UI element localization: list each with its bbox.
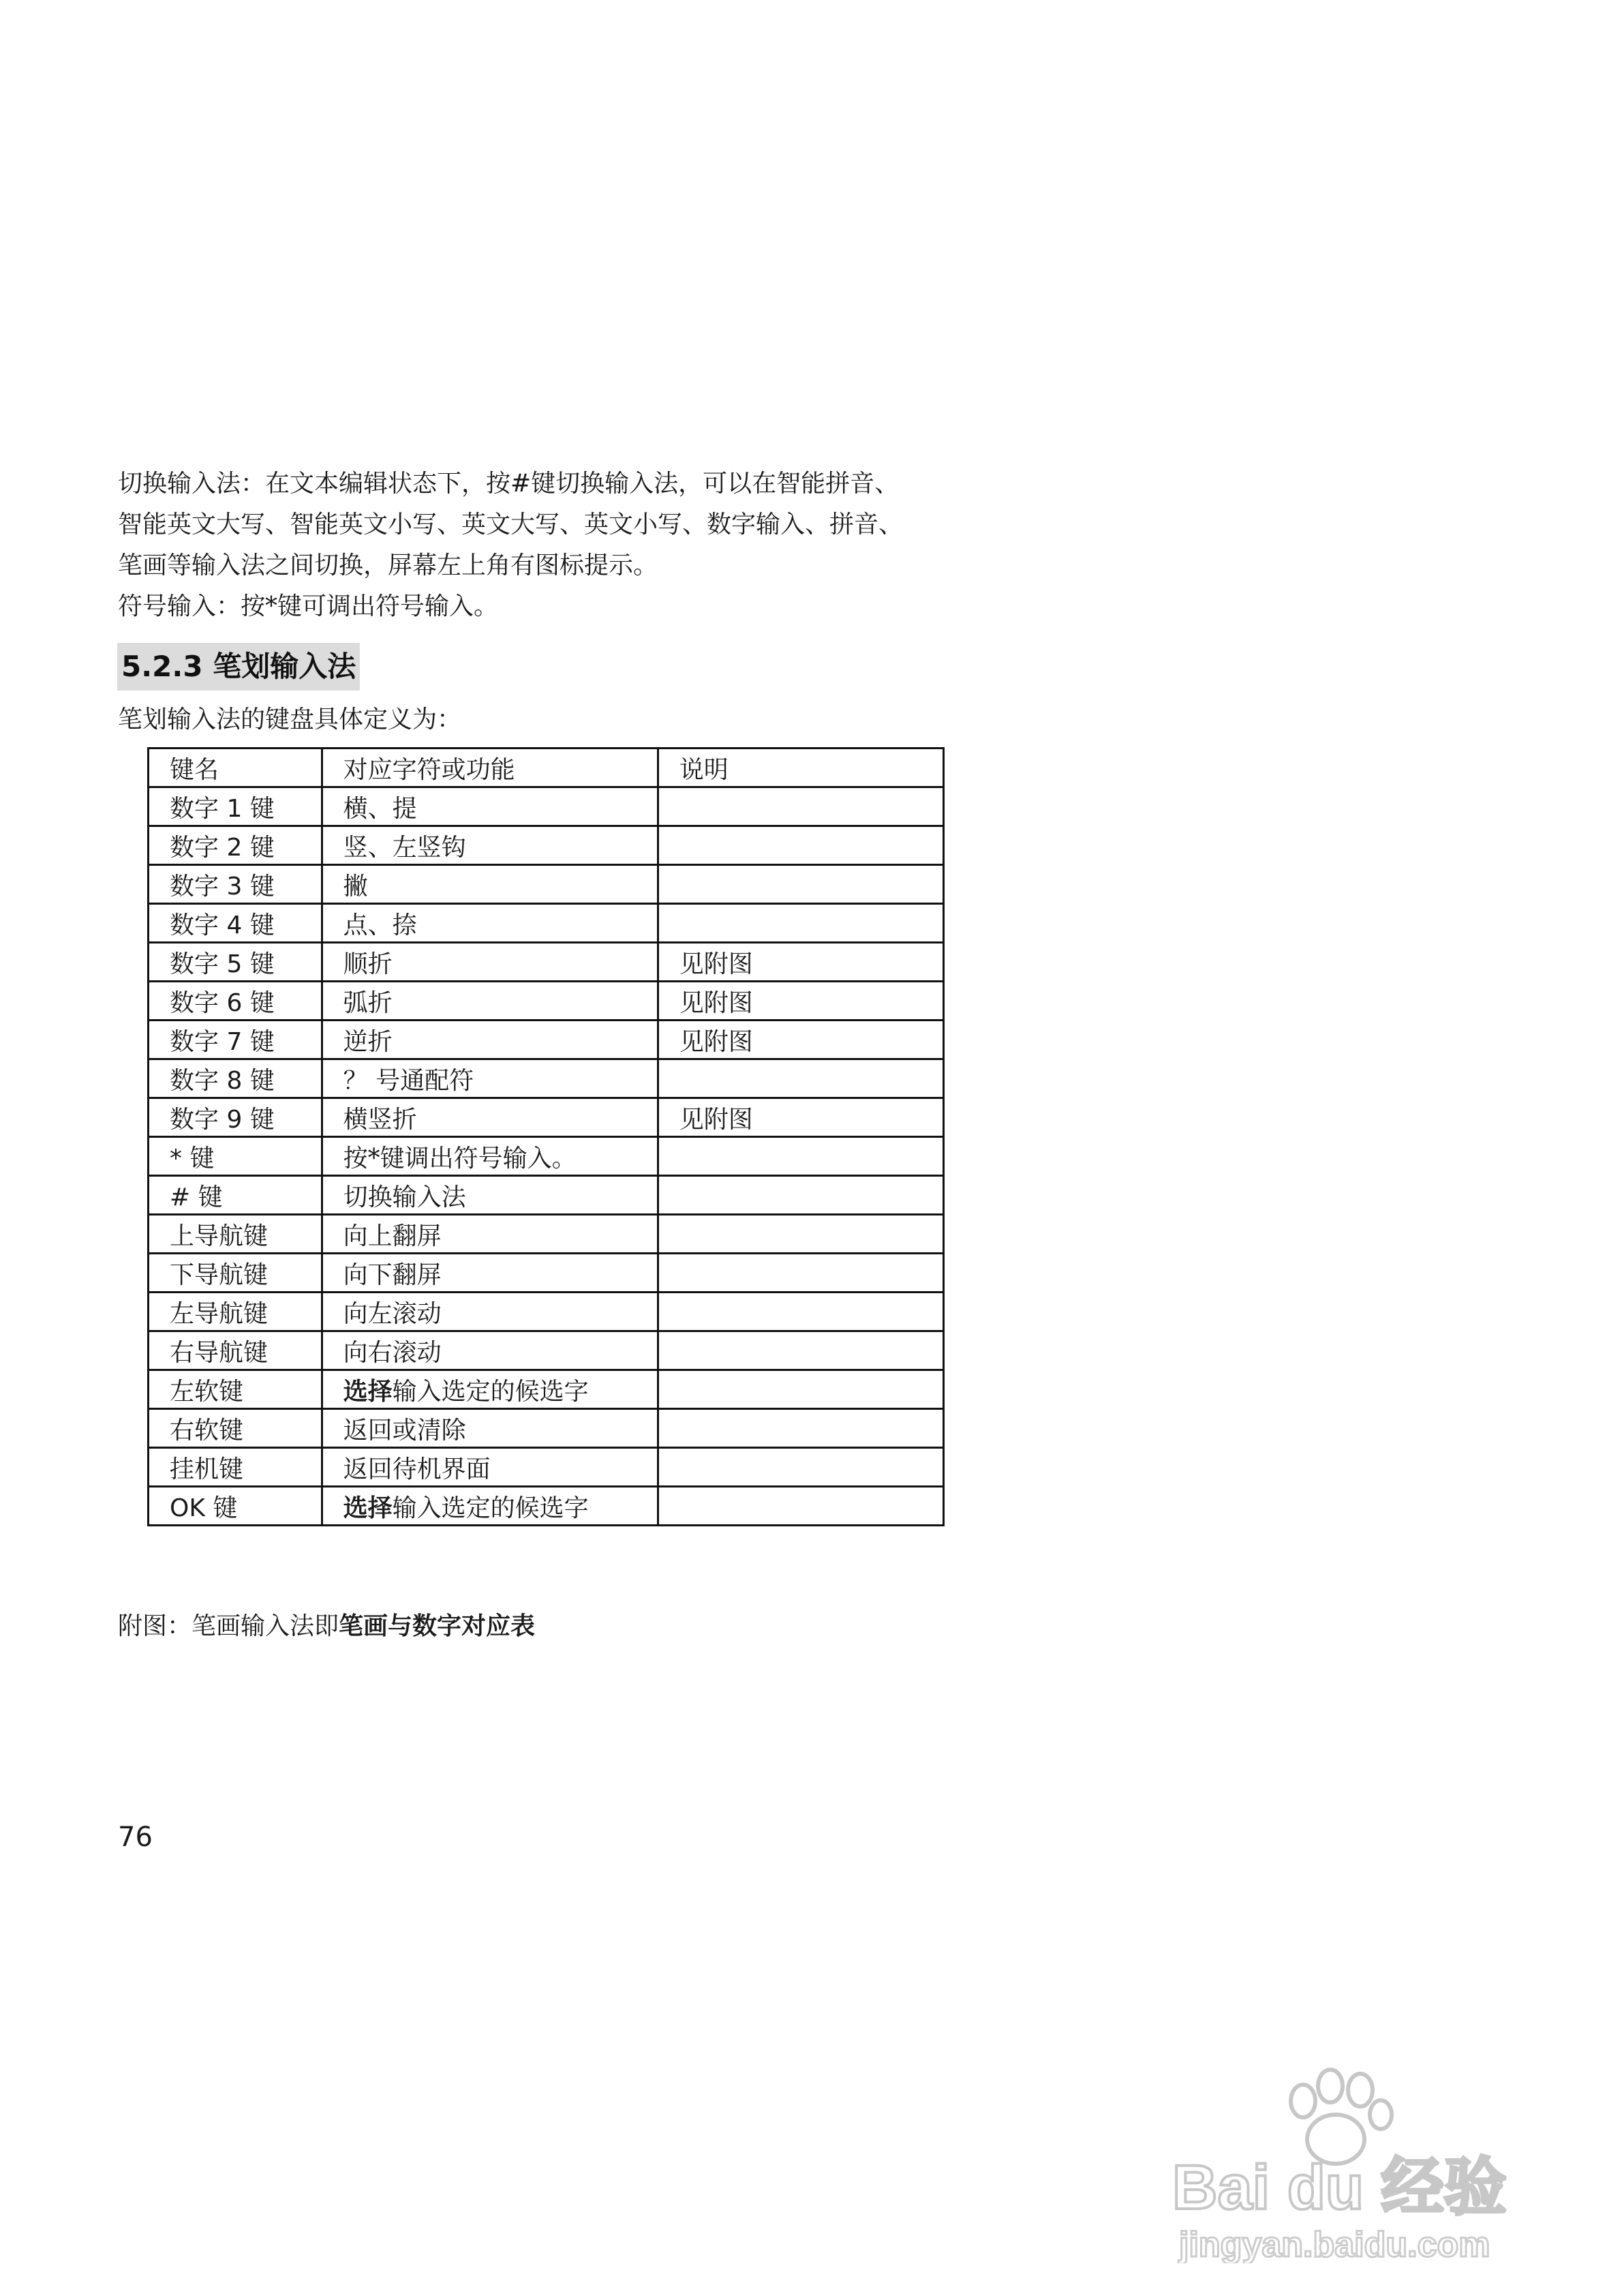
note-cell xyxy=(658,1487,943,1526)
key-cell: 下导航键 xyxy=(149,1254,322,1293)
key-cell: 数字 7 键 xyxy=(149,1021,322,1059)
function-cell: 切换输入法 xyxy=(322,1176,658,1215)
table-row xyxy=(149,826,944,865)
paragraph-line: 符号输入：按*键可调出符号输入。 xyxy=(118,592,499,620)
table-row xyxy=(149,1176,944,1215)
function-cell: 向左滚动 xyxy=(322,1293,658,1331)
note-cell: 见附图 xyxy=(658,1098,943,1137)
paragraph-line: 笔画等输入法之间切换，屏幕左上角有图标提示。 xyxy=(118,552,658,579)
table-intro: 笔划输入法的键盘具体定义为： xyxy=(118,706,462,734)
function-cell: 向右滚动 xyxy=(322,1331,658,1370)
key-cell: 上导航键 xyxy=(149,1215,322,1254)
function-cell: 按*键调出符号输入。 xyxy=(322,1137,658,1176)
key-cell: 数字 8 键 xyxy=(149,1059,322,1098)
table-row xyxy=(149,904,944,943)
note-cell xyxy=(658,865,943,904)
function-cell: 向上翻屏 xyxy=(322,1215,658,1254)
paragraph-line: 智能英文大写、智能英文小写、英文大写、英文小写、数字输入、拼音、 xyxy=(118,511,904,539)
table-row xyxy=(149,1293,944,1331)
note-cell xyxy=(658,1409,943,1448)
table-row xyxy=(149,982,944,1021)
table-row xyxy=(149,1409,944,1448)
key-cell: 右软键 xyxy=(149,1409,322,1448)
key-cell: 挂机键 xyxy=(149,1448,322,1487)
note-cell xyxy=(658,1370,943,1409)
key-cell: 数字 5 键 xyxy=(149,943,322,982)
function-cell: 横、提 xyxy=(322,787,658,826)
note-cell xyxy=(658,826,943,865)
function-cell: 返回或清除 xyxy=(322,1409,658,1448)
function-cell xyxy=(322,1487,658,1526)
function-cell xyxy=(322,1370,658,1409)
table-header-row xyxy=(149,749,944,787)
table-row xyxy=(149,1215,944,1254)
table-row xyxy=(149,1098,944,1137)
watermark xyxy=(1152,2059,1533,2263)
function-cell: 向下翻屏 xyxy=(322,1254,658,1293)
note-cell xyxy=(658,1137,943,1176)
paragraph-line: 切换输入法：在文本编辑状态下，按#键切换输入法，可以在智能拼音、 xyxy=(118,470,900,498)
key-cell: 数字 4 键 xyxy=(149,904,322,943)
bold-prefix: 选择 xyxy=(343,1377,393,1406)
note-cell xyxy=(658,1448,943,1487)
figure-note-title: 笔画与数字对应表 xyxy=(339,1612,536,1640)
table-row xyxy=(149,1331,944,1370)
function-cell: 顺折 xyxy=(322,943,658,982)
function-text: 输入选定的候选字 xyxy=(392,1494,589,1522)
key-definition-table xyxy=(147,747,945,1526)
function-text: 输入选定的候选字 xyxy=(392,1377,589,1406)
function-cell: 返回待机界面 xyxy=(322,1448,658,1487)
function-cell: 弧折 xyxy=(322,982,658,1021)
note-cell xyxy=(658,1215,943,1254)
note-cell xyxy=(658,787,943,826)
page-number: 76 xyxy=(118,1822,153,1853)
note-cell: 见附图 xyxy=(658,943,943,982)
watermark-logo: Bai du 经验 xyxy=(1172,2153,1507,2222)
note-cell xyxy=(658,1254,943,1293)
table-row xyxy=(149,1487,944,1526)
key-cell: 数字 2 键 xyxy=(149,826,322,865)
section-heading: 5.2.3 笔划输入法 xyxy=(117,643,360,691)
watermark-url: jingyan.baidu.com xyxy=(1179,2225,1490,2263)
figure-note xyxy=(118,1606,535,1647)
function-cell: 竖、左竖钩 xyxy=(322,826,658,865)
function-cell: 点、捺 xyxy=(322,904,658,943)
note-cell xyxy=(658,904,943,943)
function-cell: 横竖折 xyxy=(322,1098,658,1137)
function-cell: ？ 号通配符 xyxy=(322,1059,658,1098)
key-cell: 左导航键 xyxy=(149,1293,322,1331)
key-cell: 右导航键 xyxy=(149,1331,322,1370)
table-row xyxy=(149,787,944,826)
bold-prefix: 选择 xyxy=(343,1494,393,1522)
function-cell: 逆折 xyxy=(322,1021,658,1059)
header-note: 说明 xyxy=(658,749,943,787)
table-row xyxy=(149,865,944,904)
table-row xyxy=(149,943,944,982)
key-cell: 数字 9 键 xyxy=(149,1098,322,1137)
note-cell: 见附图 xyxy=(658,1021,943,1059)
function-cell: 撇 xyxy=(322,865,658,904)
note-cell xyxy=(658,1059,943,1098)
key-cell: 数字 3 键 xyxy=(149,865,322,904)
table-row xyxy=(149,1370,944,1409)
table-row xyxy=(149,1021,944,1059)
key-cell: # 键 xyxy=(149,1176,322,1215)
key-cell: * 键 xyxy=(149,1137,322,1176)
table-row xyxy=(149,1137,944,1176)
key-cell: 数字 6 键 xyxy=(149,982,322,1021)
header-function: 对应字符或功能 xyxy=(322,749,658,787)
header-key: 键名 xyxy=(149,749,322,787)
key-cell: 左软键 xyxy=(149,1370,322,1409)
table-row xyxy=(149,1059,944,1098)
note-cell: 见附图 xyxy=(658,982,943,1021)
figure-note-prefix: 附图：笔画输入法即 xyxy=(118,1612,339,1640)
table-row xyxy=(149,1448,944,1487)
key-cell: OK 键 xyxy=(149,1487,322,1526)
key-cell: 数字 1 键 xyxy=(149,787,322,826)
note-cell xyxy=(658,1331,943,1370)
paw-icon xyxy=(1291,2070,1392,2164)
table-row xyxy=(149,1254,944,1293)
body-paragraph xyxy=(118,464,1004,627)
note-cell xyxy=(658,1176,943,1215)
note-cell xyxy=(658,1293,943,1331)
